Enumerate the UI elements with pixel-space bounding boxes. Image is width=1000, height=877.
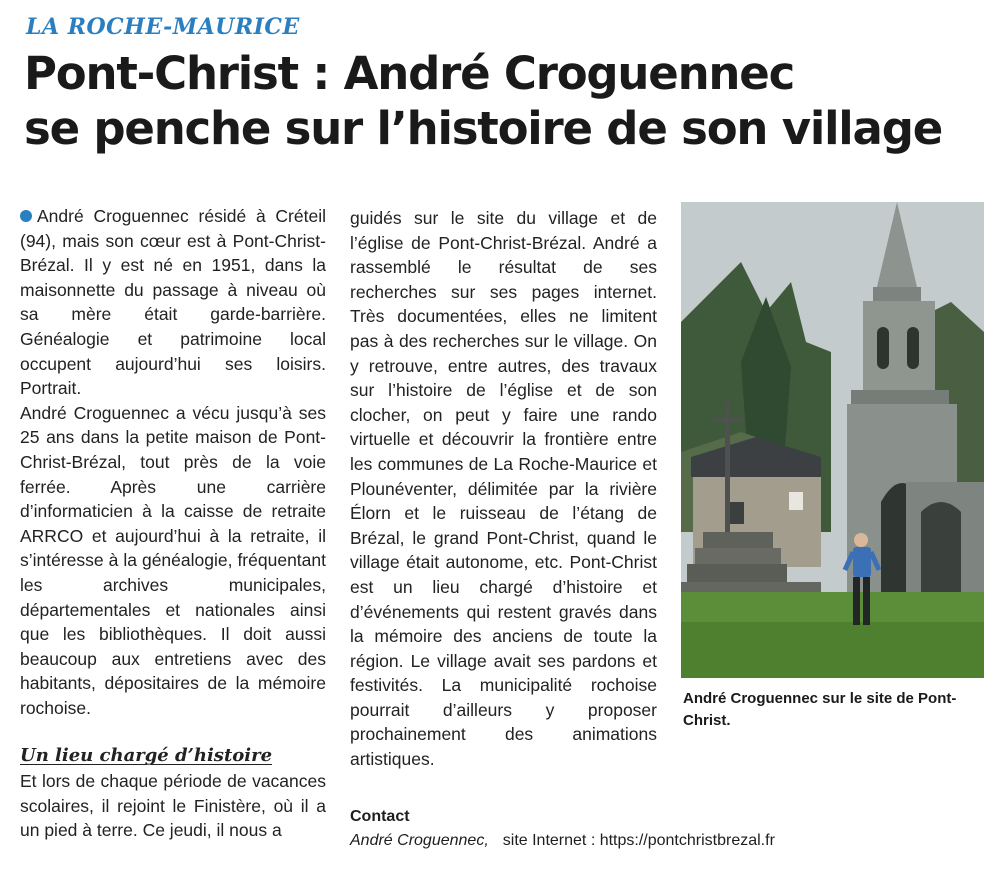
lead-paragraph bbox=[20, 204, 326, 401]
article-headline bbox=[24, 46, 974, 156]
subheading: Un lieu chargé d’histoire bbox=[20, 745, 273, 767]
section-kicker: LA ROCHE-MAURICE bbox=[26, 14, 300, 40]
article-photo bbox=[681, 202, 984, 678]
bullet-dot-icon bbox=[20, 210, 32, 222]
contact-website: site Internet : https://pontchristbrezal.fr bbox=[502, 832, 775, 849]
body-paragraph: André Croguennec a vécu jusqu’à ses 25 ans dans la petite maison de Pont-Christ-Brézal, tout près de la voie ferrée. Après une carrière d’informaticien à la caisse de retraite ARRCO et aujourd’hui à la retraite, il s’intéresse à la généalogie, fréquentant les archives municipales, départementales et nationales ainsi que les bibliothèques. Il doit aussi beaucoup aux entretiens avec des habitants, dépositaires de la mémoire rochoise. bbox=[20, 402, 326, 718]
contact-heading: Contact bbox=[350, 808, 410, 825]
headline-line-2: se penche sur l’histoire de son village bbox=[24, 102, 943, 155]
article-column-1 bbox=[20, 204, 326, 843]
lead-paragraph-text: André Croguennec résidé à Créteil (94), mais son cœur est à Pont-Christ-Brézal. Il y est né en 1951, dans la maisonnette du passage à niveau où sa mère était garde-barrière. Généalogie et patrimoine local occupent aujourd’hui ses loisirs. Portrait. bbox=[20, 206, 326, 399]
headline-line-1: Pont-Christ : André Croguennec bbox=[24, 47, 795, 100]
chapel-photo-illustration bbox=[681, 202, 984, 678]
body-paragraph-column-2: guidés sur le site du village et de l’église de Pont-Christ-Brézal. André a rassemblé le résultat de ses recherches sur ses pages internet. Très documentées, elles ne limitent pas à des recherches sur le village. On y retrouve, entre autres, des travaux sur l’histoire de l’église et de son clocher, on peut y faire une rando virtuelle et découvrir la frontière entre les communes de La Roche-Maurice et Plounéventer, délimitée par la rivière Élorn et le ruisseau de l’étang de Brézal, le grand Pont-Christ, quand le village était autonome, etc. Pont-Christ est un lieu chargé d’histoire et d’événements qui restent gravés dans la mémoire des anciens de toute la région. Le village avait ses pardons et festivités. La municipalité rochoise pourrait d’ailleurs y proposer prochainement des animations artistiques. bbox=[350, 208, 657, 770]
photo-caption: André Croguennec sur le site de Pont-Christ. bbox=[683, 690, 957, 729]
contact-name: André Croguennec, bbox=[350, 832, 489, 849]
article-column-2 bbox=[350, 206, 657, 772]
body-paragraph-continued: Et lors de chaque période de vacances scolaires, il rejoint le Finistère, où il a un pied à terre. Ce jeudi, il nous a bbox=[20, 771, 326, 841]
contact-line bbox=[350, 832, 775, 850]
